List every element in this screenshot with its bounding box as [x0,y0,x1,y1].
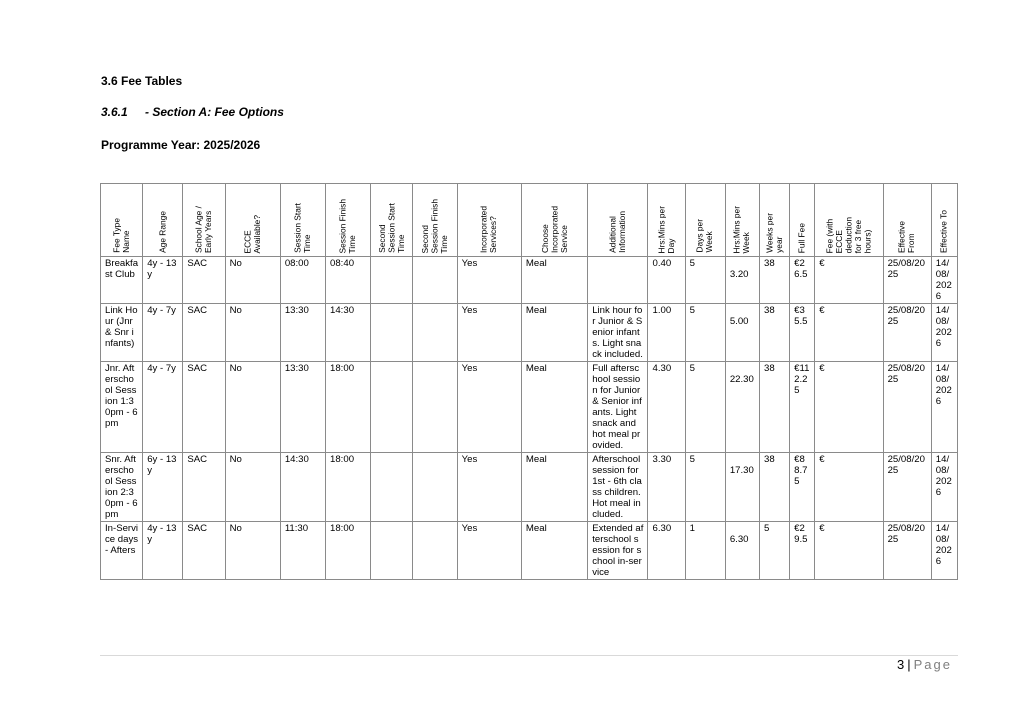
cell-days-week: 1 [685,522,725,580]
cell-hrs-week [725,522,759,580]
cell-second-start [371,453,413,522]
footer-divider [100,655,958,656]
cell-info: Extended afterschool session for school in-service [588,522,648,580]
cell-weeks-year: 38 [760,362,790,453]
column-header-label: Full Fee [796,222,807,253]
cell-eff-from: 25/08/2025 [883,362,931,453]
cell-ecce: No [225,453,280,522]
cell-value: 22.30 [729,374,754,385]
column-header-label: Session Finish Time [337,198,358,253]
cell-finish: 08:40 [326,257,371,304]
cell-fee-ecce: € [815,453,883,522]
column-header-info [588,184,648,257]
cell-weeks-year: 38 [760,304,790,362]
cell-start: 14:30 [280,453,325,522]
column-header-full-fee [790,184,815,257]
cell-days-week: 5 [685,362,725,453]
cell-hrs-day: 3.30 [648,453,685,522]
section-subheading [101,105,284,119]
column-header-label: ECCE Available? [242,214,262,253]
cell-full-fee: €26.5 [790,257,815,304]
column-header-label: Fee (with ECCE deduction for 3 free hours) [824,216,873,253]
cell-school-age: SAC [183,453,225,522]
cell-full-fee: €29.5 [790,522,815,580]
cell-full-fee: €112.25 [790,362,815,453]
cell-fee-ecce: € [815,304,883,362]
column-header-fee-name [101,184,143,257]
cell-value: 17.30 [729,465,754,476]
column-header-label: Incorporated Services? [478,205,499,253]
cell-fee-name: Snr. Afterschool Session 2:30pm - 6pm [101,453,143,522]
cell-school-age: SAC [183,362,225,453]
cell-eff-to: 14/08/2026 [931,304,957,362]
column-header-incorporated [457,184,521,257]
cell-start: 13:30 [280,304,325,362]
cell-finish: 14:30 [326,304,371,362]
column-header-second-start [371,184,413,257]
cell-hrs-week [725,362,759,453]
table-row [101,522,958,580]
cell-weeks-year: 5 [760,522,790,580]
cell-weeks-year: 38 [760,257,790,304]
cell-info [588,257,648,304]
column-header-label: Additional Information [607,211,627,253]
cell-service: Meal [521,453,587,522]
cell-value: 6.30 [729,534,749,545]
cell-age-range: 4y - 13y [143,522,183,580]
cell-second-start [371,304,413,362]
cell-second-finish [413,257,457,304]
cell-hrs-week [725,257,759,304]
programme-year: Programme Year: 2025/2026 [101,138,261,152]
cell-second-finish [413,362,457,453]
table-row [101,362,958,453]
cell-second-finish [413,304,457,362]
cell-eff-to: 14/08/2026 [931,257,957,304]
cell-second-start [371,257,413,304]
cell-incorporated: Yes [457,522,521,580]
cell-full-fee: €35.5 [790,304,815,362]
column-header-label: Fee Type Name [111,218,131,253]
cell-weeks-year: 38 [760,453,790,522]
column-header-school-age [183,184,225,257]
cell-info: Full afterschool session for Junior & Senior infants. Light snack and hot meal provided. [588,362,648,453]
fee-options-table [100,183,958,580]
cell-hrs-day: 1.00 [648,304,685,362]
column-header-label: Second Session Finish Time [419,198,449,253]
cell-eff-from: 25/08/2025 [883,304,931,362]
cell-incorporated: Yes [457,257,521,304]
cell-hrs-week [725,453,759,522]
cell-days-week: 5 [685,453,725,522]
column-header-hrs-day [648,184,685,257]
column-header-label: Age Range [157,211,168,253]
cell-school-age: SAC [183,257,225,304]
column-header-label: Session Start Time [292,203,312,253]
cell-school-age: SAC [183,304,225,362]
cell-eff-to: 14/08/2026 [931,453,957,522]
cell-service: Meal [521,304,587,362]
cell-eff-to: 14/08/2026 [931,362,957,453]
cell-start: 13:30 [280,362,325,453]
cell-service: Meal [521,362,587,453]
footer-separator: | [907,657,911,672]
column-header-fee-ecce [815,184,883,257]
cell-finish: 18:00 [326,362,371,453]
column-header-label: Second Session Start Time [376,203,406,253]
cell-fee-ecce: € [815,362,883,453]
cell-fee-ecce: € [815,257,883,304]
cell-ecce: No [225,257,280,304]
cell-fee-name: Link Hour (Jnr & Snr infants) [101,304,143,362]
cell-hrs-week [725,304,759,362]
column-header-weeks-year [760,184,790,257]
column-header-eff-to [931,184,957,257]
cell-days-week: 5 [685,304,725,362]
cell-incorporated: Yes [457,304,521,362]
cell-age-range: 4y - 7y [143,362,183,453]
cell-eff-to: 14/08/2026 [931,522,957,580]
cell-hrs-day: 6.30 [648,522,685,580]
table-body [101,257,958,580]
column-header-age-range [143,184,183,257]
cell-eff-from: 25/08/2025 [883,522,931,580]
cell-second-finish [413,453,457,522]
page-number: 3 [897,657,905,672]
cell-finish: 18:00 [326,522,371,580]
cell-hrs-day: 4.30 [648,362,685,453]
cell-fee-name: In-Service days - Afters [101,522,143,580]
section-heading: 3.6 Fee Tables [101,74,183,88]
cell-days-week: 5 [685,257,725,304]
column-header-start [280,184,325,257]
table-row [101,304,958,362]
column-header-eff-from [883,184,931,257]
cell-value: 5.00 [729,316,749,327]
page-footer [897,657,952,672]
cell-fee-name: Breakfast Club [101,257,143,304]
cell-ecce: No [225,362,280,453]
cell-value: 3.20 [729,269,749,280]
cell-age-range: 6y - 13y [143,453,183,522]
cell-fee-ecce: € [815,522,883,580]
cell-finish: 18:00 [326,453,371,522]
column-header-label: Effective To [938,210,949,253]
cell-second-start [371,522,413,580]
column-header-label: Effective From [896,221,917,253]
column-header-label: Hrs:Mins per Week [731,205,752,253]
column-header-hrs-week [725,184,759,257]
column-header-days-week [685,184,725,257]
subheading-title: - Section A: Fee Options [145,105,284,119]
cell-second-finish [413,522,457,580]
column-header-label: Hrs:Mins per Day [656,205,676,253]
column-header-ecce [225,184,280,257]
column-header-finish [326,184,371,257]
cell-age-range: 4y - 7y [143,304,183,362]
cell-info: Afterschool session for 1st - 6th class children. Hot meal included. [588,453,648,522]
cell-second-start [371,362,413,453]
page-label: Page [913,657,952,672]
column-header-label: School Age / Early Years [193,205,213,253]
column-header-second-finish [413,184,457,257]
cell-school-age: SAC [183,522,225,580]
cell-full-fee: €88.75 [790,453,815,522]
cell-fee-name: Jnr. Afterschool Session 1:30pm - 6pm [101,362,143,453]
cell-service: Meal [521,257,587,304]
cell-ecce: No [225,522,280,580]
subheading-number: 3.6.1 [101,105,128,119]
cell-start: 11:30 [280,522,325,580]
column-header-service [521,184,587,257]
cell-hrs-day: 0.40 [648,257,685,304]
cell-eff-from: 25/08/2025 [883,257,931,304]
cell-eff-from: 25/08/2025 [883,453,931,522]
cell-start: 08:00 [280,257,325,304]
cell-incorporated: Yes [457,453,521,522]
cell-incorporated: Yes [457,362,521,453]
column-header-label: Choose Incorporated Service [539,205,569,253]
table-header-row [101,184,958,257]
cell-ecce: No [225,304,280,362]
column-header-label: Days per Week [694,219,715,253]
table-row [101,257,958,304]
cell-info: Link hour for Junior & Senior infants. Light snack included. [588,304,648,362]
cell-age-range: 4y - 13y [143,257,183,304]
table-row [101,453,958,522]
column-header-label: Weeks per year [764,213,784,253]
cell-service: Meal [521,522,587,580]
